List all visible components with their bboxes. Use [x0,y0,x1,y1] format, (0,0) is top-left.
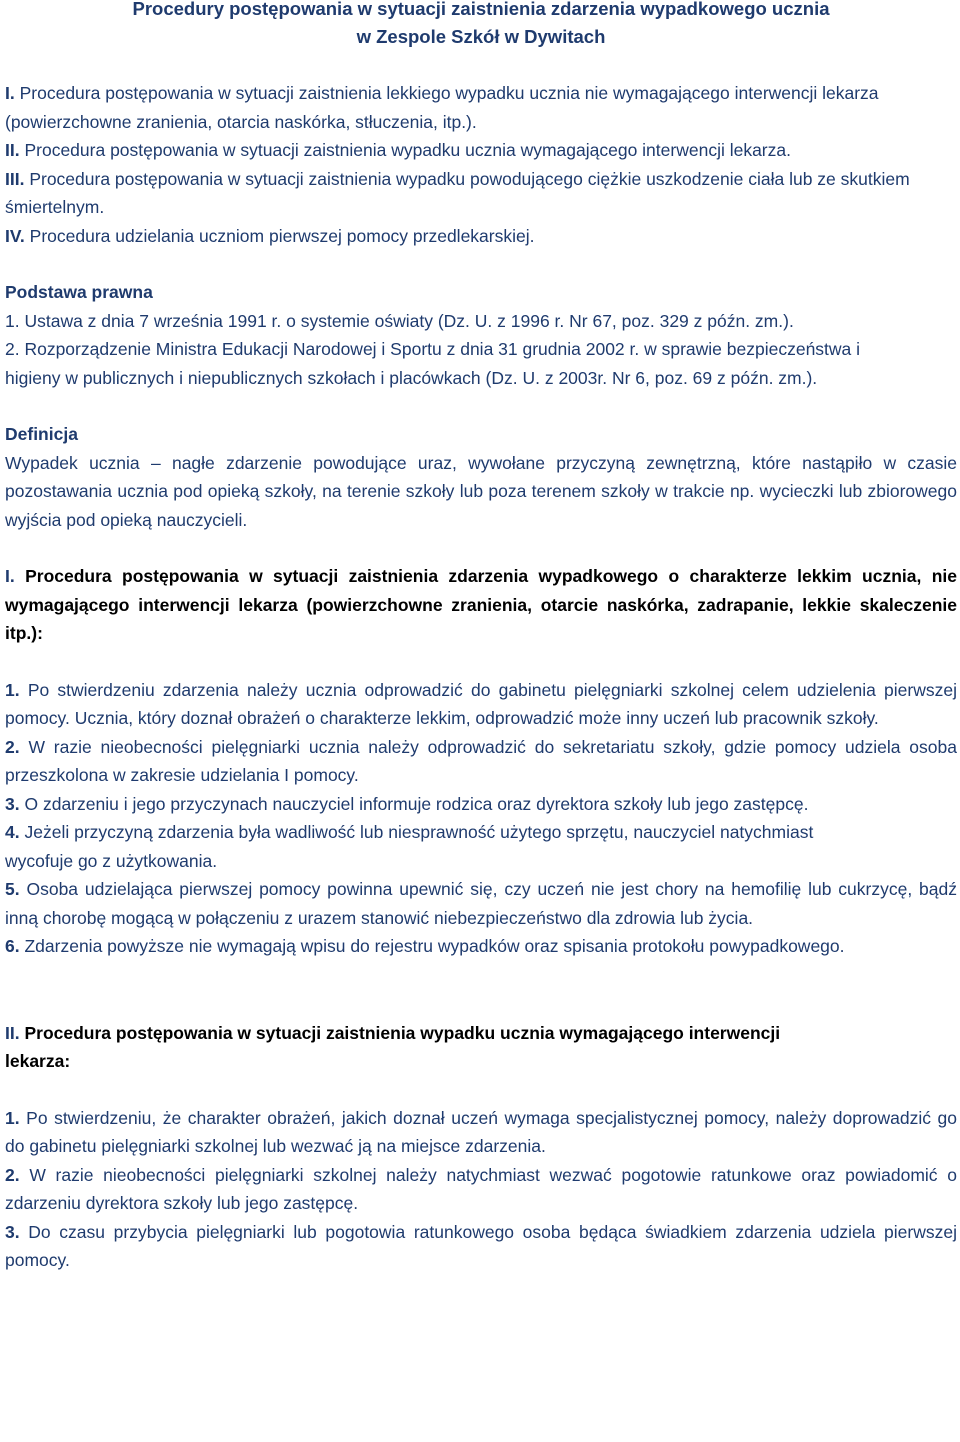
definition-heading: Definicja [5,424,78,444]
toc-item-text: Procedura postępowania w sytuacji zaistnienia wypadku ucznia wymagającego interwencji lekarza. [24,140,791,160]
step-text: W razie nieobecności pielęgniarki ucznia należy odprowadzić do sekretariatu szkoły, gdzie pomocy udziela osoba przeszkolona w zakresie udzielania I pomocy. [5,736,957,785]
definition-text: Wypadek ucznia – nagłe zdarzenie powodujące uraz, wywołane przyczyną zewnętrzną, które nastąpiło w czasie pozostawania ucznia pod opieką szkoły, na terenie szkoły lub poza terenem szkoły w trakcie np. wycieczki lub zbiorowego wyjścia pod opieką nauczycieli. [5,452,957,530]
step-number: 1. [5,1107,20,1128]
toc-item-number: I. [5,83,15,103]
procedure-step [5,733,957,790]
document-title-line-2: w Zespole Szkół w Dywitach [356,26,606,47]
step-number: 6. [5,936,20,956]
legal-basis-heading: Podstawa prawna [5,282,153,302]
toc-item-number: II. [5,140,20,160]
step-number: 4. [5,822,20,842]
step-text: Po stwierdzeniu zdarzenia należy ucznia odprowadzić do gabinetu pielęgniarki szkolnej celem udzielenia pierwszej pomocy. Ucznia, który doznał obrażeń o charakterze lekkim, odprowadzić może inny uczeń lub pracownik szkoły. [5,679,957,728]
toc-item [5,136,905,165]
toc-item [5,79,905,136]
procedure-step [5,1104,957,1161]
procedure-section-2 [5,1019,957,1275]
step-number: 5. [5,879,20,899]
step-number: 2. [5,1164,20,1185]
legal-basis-section [5,278,957,392]
step-text: Jeżeli przyczyną zdarzenia była wadliwość lub niesprawność użytego sprzętu, nauczyciel natychmiast wycofuje go z użytkowania. [5,822,814,871]
toc-item-number: IV. [5,225,25,246]
section-number: II. [5,1022,20,1043]
step-number: 1. [5,679,20,700]
procedure-section-1 [5,562,957,961]
legal-basis-item: 1. Ustawa z dnia 7 września 1991 r. o systemie oświaty (Dz. U. z 1996 r. Nr 67, poz. 329 z późn. zm.). [5,310,794,331]
procedure-step [5,932,865,961]
step-text: Osoba udzielająca pierwszej pomocy powinna upewnić się, czy uczeń nie jest chory na hemofilię lub cukrzycę, bądź inną chorobę mogącą w połączeniu z urazem stanowić niebezpieczeństwo dla zdrowia lub życia. [5,879,957,928]
step-text: O zdarzeniu i jego przyczynach nauczyciel informuje rodzica oraz dyrektora szkoły lub jego zastępcę. [24,793,809,814]
procedure-step [5,1218,957,1275]
procedure-step [5,1161,957,1218]
toc-item-text: Procedura postępowania w sytuacji zaistnienia lekkiego wypadku ucznia nie wymagającego interwencji lekarza (powierzchowne zranienia, otarcia naskórka, stłuczenia, itp.). [5,83,879,132]
procedure-section-2-heading [5,1019,805,1076]
procedure-step [5,790,957,819]
document-title-line-1: Procedury postępowania w sytuacji zaistnienia zdarzenia wypadkowego ucznia [132,0,830,19]
procedure-step [5,818,865,875]
legal-basis-item: 2. Rozporządzenie Ministra Edukacji Narodowej i Sportu z dnia 31 grudnia 2002 r. w sprawie bezpieczeństwa i higieny w publicznych i niepublicznych szkołach i placówkach (Dz. U. z 2003r. Nr 6, poz. 69 z późn. zm.). [5,339,861,388]
procedure-section-1-heading [5,562,957,648]
section-heading-text: Procedura postępowania w sytuacji zaistnienia wypadku ucznia wymagającego interwencji lekarza: [5,1022,781,1071]
toc-item [5,165,960,222]
toc-item [5,222,957,251]
step-number: 2. [5,736,20,757]
step-text: Do czasu przybycia pielęgniarki lub pogotowia ratunkowego osoba będąca świadkiem zdarzenia udziela pierwszej pomocy. [5,1221,957,1270]
step-text: Po stwierdzeniu, że charakter obrażeń, jakich doznał uczeń wymaga specjalistycznej pomocy, należy doprowadzić go do gabinetu pielęgniarki szkolnej lub wezwać ją na miejsce zdarzenia. [5,1107,957,1156]
step-text: W razie nieobecności pielęgniarki szkolnej należy natychmiast wezwać pogotowie ratunkowe oraz powiadomić o zdarzeniu dyrektora szkoły lub jego zastępcę. [5,1164,957,1213]
toc-item-text: Procedura postępowania w sytuacji zaistnienia wypadku powodującego ciężkie uszkodzenie ciała lub ze skutkiem śmiertelnym. [5,168,910,217]
step-number: 3. [5,1221,20,1242]
section-number: I. [5,566,15,586]
procedure-step [5,875,957,932]
step-text: Zdarzenia powyższe nie wymagają wpisu do rejestru wypadków oraz spisania protokołu powypadkowego. [24,936,845,956]
toc-item-text: Procedura udzielania uczniom pierwszej pomocy przedlekarskiej. [29,225,535,246]
toc-item-number: III. [5,168,25,189]
document-page [5,0,957,1275]
procedures-list [5,79,957,250]
procedure-step [5,676,957,733]
definition-section [5,420,957,534]
step-number: 3. [5,793,20,814]
section-heading-text: Procedura postępowania w sytuacji zaistnienia zdarzenia wypadkowego o charakterze lekkim ucznia, nie wymagającego interwencji lekarza (powierzchowne zranienia, otarcie naskórka, zadrapanie, lekkie skaleczenie itp.): [5,566,957,643]
